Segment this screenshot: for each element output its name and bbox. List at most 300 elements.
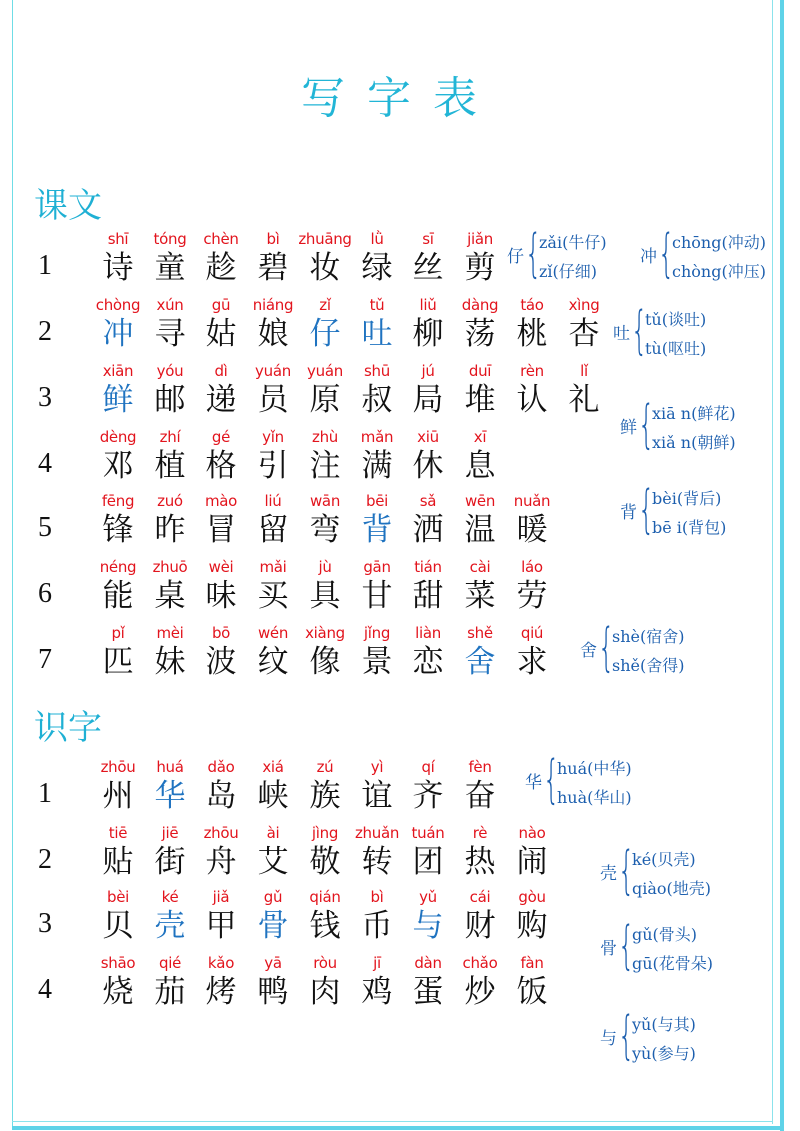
pinyin: xiá [262, 758, 284, 776]
pinyin: zhuō [152, 558, 188, 576]
character-cell [297, 492, 353, 550]
pinyin: dèng [99, 428, 137, 446]
character-cell [349, 624, 405, 682]
character-cell [349, 888, 405, 946]
pinyin: xìng [568, 296, 600, 314]
character-cell [142, 954, 198, 1012]
lesson-number: 4 [38, 448, 52, 479]
character: 闹 [516, 844, 548, 880]
brace-icon: { [638, 395, 655, 455]
character: 冒 [205, 512, 237, 548]
note-reading: ké(贝壳) [632, 850, 696, 869]
character-cell [297, 230, 353, 288]
pinyin: bì [370, 888, 384, 906]
character: 匹 [102, 644, 134, 680]
pinyin: qí [421, 758, 435, 776]
pinyin: fàn [520, 954, 544, 972]
brace-icon: { [631, 301, 648, 361]
character-cell [193, 296, 249, 354]
character-cell [245, 954, 301, 1012]
character-cell [556, 296, 612, 354]
character-cell [400, 428, 456, 486]
character-cell [452, 954, 508, 1012]
character: 娘 [257, 316, 289, 352]
lesson-number: 1 [38, 250, 52, 281]
pinyin: jù [318, 558, 332, 576]
character-cell [504, 954, 560, 1012]
character-cell [297, 758, 353, 816]
character-cell [142, 758, 198, 816]
character-cell [400, 758, 456, 816]
character-cell [452, 296, 508, 354]
pinyin: jī [373, 954, 381, 972]
character: 热 [464, 844, 496, 880]
character: 能 [102, 578, 134, 614]
character: 甘 [361, 578, 393, 614]
character: 留 [257, 512, 289, 548]
pinyin: yì [370, 758, 384, 776]
character-cell [349, 954, 405, 1012]
pinyin: mǎi [259, 558, 287, 576]
character-cell [297, 888, 353, 946]
character: 菜 [464, 578, 496, 614]
pinyin: yuán [255, 362, 291, 380]
note-reading: tǔ(谈吐) [645, 310, 707, 329]
character-cell [142, 428, 198, 486]
character-cell [90, 954, 146, 1012]
character-cell [193, 624, 249, 682]
character: 饭 [516, 974, 548, 1010]
pinyin: shě [467, 624, 493, 642]
character-cell [245, 888, 301, 946]
character-cell [452, 824, 508, 882]
page-title: 写字表 [301, 73, 499, 124]
character: 童 [154, 250, 186, 286]
character-cell [142, 296, 198, 354]
character-cell [193, 758, 249, 816]
character-cell [504, 492, 560, 550]
character: 绿 [361, 250, 393, 286]
character: 求 [516, 644, 548, 680]
pinyin: chòng [95, 296, 141, 314]
character: 弯 [309, 512, 341, 548]
character-cell [297, 296, 353, 354]
pinyin: xiàng [305, 624, 345, 642]
character: 昨 [154, 512, 186, 548]
character-cell [193, 230, 249, 288]
character: 奋 [464, 778, 496, 814]
pinyin: tuán [411, 824, 445, 842]
pinyin: xiān [102, 362, 134, 380]
pinyin: táo [520, 296, 544, 314]
brace-icon: { [618, 1006, 635, 1066]
lesson-number: 3 [38, 382, 52, 413]
lesson-number: 2 [38, 844, 52, 875]
pinyin: niáng [252, 296, 294, 314]
polyphone-character: 骨 [257, 908, 289, 944]
character-cell [142, 492, 198, 550]
note-head: 仔 [507, 247, 524, 267]
pinyin: bō [211, 624, 231, 642]
pinyin: rè [472, 824, 488, 842]
pinyin: gān [363, 558, 391, 576]
character-cell [400, 624, 456, 682]
character-cell [400, 954, 456, 1012]
page-border-bottom-thin [12, 1121, 773, 1122]
character-cell [193, 558, 249, 616]
note-head: 舍 [580, 641, 597, 661]
note-reading: huà(华山) [557, 788, 632, 807]
pinyin: cái [469, 888, 491, 906]
character: 柳 [412, 316, 444, 352]
character: 钱 [309, 908, 341, 944]
character-cell [193, 492, 249, 550]
pinyin: fèn [468, 758, 492, 776]
character: 满 [361, 448, 393, 484]
character: 寻 [154, 316, 186, 352]
character-cell [400, 230, 456, 288]
character-cell [245, 428, 301, 486]
pinyin: wān [309, 492, 341, 510]
character-cell [400, 296, 456, 354]
character: 贴 [102, 844, 134, 880]
character: 局 [412, 382, 444, 418]
pinyin: rèn [520, 362, 544, 380]
polyphone-character: 与 [412, 908, 444, 944]
pinyin: yā [264, 954, 282, 972]
brace-icon: { [658, 224, 675, 284]
note-reading: tù(呕吐) [645, 339, 707, 358]
character-cell [349, 558, 405, 616]
note-reading: shè(宿舍) [612, 627, 685, 646]
character: 息 [464, 448, 496, 484]
lesson-number: 6 [38, 578, 52, 609]
pinyin: dàn [414, 954, 442, 972]
character: 妹 [154, 644, 186, 680]
character-cell [90, 624, 146, 682]
pinyin: jǐng [363, 624, 391, 642]
character: 格 [205, 448, 237, 484]
character-cell [90, 888, 146, 946]
pinyin: dàng [461, 296, 499, 314]
character: 杏 [568, 316, 600, 352]
character-cell [297, 954, 353, 1012]
character: 暖 [516, 512, 548, 548]
note-head: 华 [525, 773, 542, 793]
note-reading: yǔ(与其) [632, 1015, 696, 1034]
character: 财 [464, 908, 496, 944]
pinyin: dì [214, 362, 228, 380]
character-cell [297, 428, 353, 486]
character-cell [245, 624, 301, 682]
character-cell [90, 758, 146, 816]
pinyin: zú [316, 758, 334, 776]
note-head: 与 [600, 1029, 617, 1049]
character-cell [504, 824, 560, 882]
character-cell [349, 758, 405, 816]
pinyin: tǔ [369, 296, 385, 314]
pinyin: cài [469, 558, 491, 576]
pinyin: xún [156, 296, 184, 314]
character: 认 [516, 382, 548, 418]
pinyin: huá [156, 758, 184, 776]
character: 茄 [154, 974, 186, 1010]
character: 桌 [154, 578, 186, 614]
character: 具 [309, 578, 341, 614]
character-cell [245, 296, 301, 354]
character-cell [349, 824, 405, 882]
brace-icon: { [618, 841, 635, 901]
section-heading-kewen: 课文 [34, 186, 102, 226]
character-cell [504, 296, 560, 354]
character: 味 [205, 578, 237, 614]
character: 谊 [361, 778, 393, 814]
pinyin: ài [266, 824, 280, 842]
lesson-number: 2 [38, 316, 52, 347]
character-cell [193, 824, 249, 882]
character: 温 [464, 512, 496, 548]
character-cell [504, 888, 560, 946]
note-reading: xiā n(鲜花) [652, 404, 736, 423]
character: 甜 [412, 578, 444, 614]
brace-icon: { [543, 750, 560, 810]
note-head: 骨 [600, 939, 617, 959]
character-cell [400, 824, 456, 882]
character: 敬 [309, 844, 341, 880]
character: 劳 [516, 578, 548, 614]
pinyin: zhuāng [298, 230, 352, 248]
note-reading: gū(花骨朵) [632, 954, 714, 973]
character: 买 [257, 578, 289, 614]
character: 州 [102, 778, 134, 814]
character: 妆 [309, 250, 341, 286]
polyphone-character: 鲜 [102, 382, 134, 418]
pinyin: lǜ [370, 230, 384, 248]
pinyin: wēn [464, 492, 496, 510]
character: 员 [257, 382, 289, 418]
lesson-number: 5 [38, 512, 52, 543]
character-cell [452, 758, 508, 816]
pinyin: jú [421, 362, 435, 380]
polyphone-character: 冲 [102, 316, 134, 352]
character: 剪 [464, 250, 496, 286]
note-head: 鲜 [620, 418, 637, 438]
character-cell [452, 428, 508, 486]
pinyin: yóu [156, 362, 184, 380]
character: 注 [309, 448, 341, 484]
character: 鸡 [361, 974, 393, 1010]
polyphone-character: 仔 [309, 316, 341, 352]
pinyin: bēi [365, 492, 389, 510]
pinyin: xī [473, 428, 487, 446]
pinyin: tián [414, 558, 442, 576]
character-cell [400, 362, 456, 420]
pinyin: shū [364, 362, 390, 380]
note-reading: shě(舍得) [612, 656, 685, 675]
pinyin: mèi [156, 624, 184, 642]
character-cell [245, 362, 301, 420]
pinyin: liú [264, 492, 282, 510]
character: 像 [309, 644, 341, 680]
character-cell [504, 624, 560, 682]
character-cell [90, 558, 146, 616]
page-border-right-thin [772, 0, 773, 1124]
character-cell [142, 362, 198, 420]
character-cell [504, 362, 560, 420]
character-cell [452, 492, 508, 550]
pinyin: gòu [518, 888, 546, 906]
pinyin: chèn [203, 230, 239, 248]
pinyin: jiǎn [467, 230, 493, 248]
character-cell [142, 624, 198, 682]
pinyin: ké [161, 888, 179, 906]
character: 鸭 [257, 974, 289, 1010]
character: 波 [205, 644, 237, 680]
pinyin: gū [211, 296, 231, 314]
pinyin: zhuǎn [354, 824, 400, 842]
pinyin: qián [309, 888, 341, 906]
note-reading: chòng(冲压) [672, 262, 766, 281]
character-cell [297, 362, 353, 420]
lesson-number: 1 [38, 778, 52, 809]
polyphone-character: 壳 [154, 908, 186, 944]
pinyin: jiǎ [212, 888, 230, 906]
pinyin: tóng [153, 230, 187, 248]
polyphone-character: 背 [361, 512, 393, 548]
character: 族 [309, 778, 341, 814]
character: 购 [516, 908, 548, 944]
note-reading: qiào(地壳) [632, 879, 712, 898]
page-border-bottom-thick [12, 1126, 784, 1130]
character-cell [452, 888, 508, 946]
character-cell [452, 558, 508, 616]
note-reading: zǐ(仔细) [539, 262, 598, 281]
character-cell [349, 362, 405, 420]
character-cell [90, 428, 146, 486]
character: 岛 [205, 778, 237, 814]
note-reading: bē i(背包) [652, 518, 727, 537]
pinyin: qié [158, 954, 182, 972]
character: 原 [309, 382, 341, 418]
character: 堆 [464, 382, 496, 418]
character-cell [245, 492, 301, 550]
pinyin: shāo [100, 954, 136, 972]
character: 景 [361, 644, 393, 680]
note-reading: yù(参与) [632, 1044, 696, 1063]
pinyin: xiū [417, 428, 439, 446]
pinyin: jiē [161, 824, 179, 842]
character-cell [90, 824, 146, 882]
character: 烤 [205, 974, 237, 1010]
character: 洒 [412, 512, 444, 548]
character: 峡 [257, 778, 289, 814]
note-head: 吐 [613, 324, 630, 344]
character-cell [142, 230, 198, 288]
character-cell [193, 888, 249, 946]
pinyin: zǐ [319, 296, 331, 314]
character: 肉 [309, 974, 341, 1010]
character-cell [349, 428, 405, 486]
character-cell [297, 824, 353, 882]
character: 休 [412, 448, 444, 484]
pinyin: shī [107, 230, 129, 248]
polyphone-character: 舍 [464, 644, 496, 680]
character: 趁 [205, 250, 237, 286]
pinyin: liàn [415, 624, 441, 642]
character-cell [400, 888, 456, 946]
character: 桃 [516, 316, 548, 352]
lesson-number: 7 [38, 644, 52, 675]
character-cell [90, 296, 146, 354]
note-reading: chōng(冲动) [672, 233, 766, 252]
character-cell [245, 758, 301, 816]
pinyin: gǔ [263, 888, 283, 906]
pinyin: zhōu [100, 758, 136, 776]
character: 邮 [154, 382, 186, 418]
pinyin: bèi [106, 888, 130, 906]
character-cell [400, 558, 456, 616]
pinyin: láo [521, 558, 543, 576]
character: 甲 [205, 908, 237, 944]
character-cell [142, 824, 198, 882]
note-reading: gǔ(骨头) [632, 925, 698, 944]
character-cell [400, 492, 456, 550]
pinyin: mǎn [360, 428, 394, 446]
pinyin: mào [204, 492, 238, 510]
pinyin: bì [266, 230, 280, 248]
character-cell [452, 362, 508, 420]
character: 团 [412, 844, 444, 880]
pinyin: nuǎn [513, 492, 551, 510]
character-cell [90, 492, 146, 550]
character: 街 [154, 844, 186, 880]
pinyin: sǎ [419, 492, 437, 510]
character-cell [245, 230, 301, 288]
section-heading-shizi: 识字 [34, 708, 102, 748]
brace-icon: { [525, 224, 542, 284]
pinyin: liǔ [419, 296, 437, 314]
character-cell [349, 296, 405, 354]
pinyin: yuán [307, 362, 343, 380]
polyphone-character: 华 [154, 778, 186, 814]
pinyin: ròu [313, 954, 337, 972]
character: 蛋 [412, 974, 444, 1010]
character-cell [452, 624, 508, 682]
character: 荡 [464, 316, 496, 352]
character-cell [90, 230, 146, 288]
page-border-left [12, 0, 13, 1126]
character-cell [245, 824, 301, 882]
lesson-number: 3 [38, 908, 52, 939]
character: 礼 [568, 382, 600, 418]
character: 丝 [412, 250, 444, 286]
character: 姑 [205, 316, 237, 352]
character: 舟 [205, 844, 237, 880]
character: 转 [361, 844, 393, 880]
pinyin: kǎo [207, 954, 235, 972]
character: 艾 [257, 844, 289, 880]
character: 碧 [257, 250, 289, 286]
note-head: 背 [620, 503, 637, 523]
character: 叔 [361, 382, 393, 418]
character: 币 [361, 908, 393, 944]
pinyin: nào [518, 824, 546, 842]
pinyin: chǎo [462, 954, 498, 972]
pinyin: néng [99, 558, 137, 576]
character-cell [504, 558, 560, 616]
character: 炒 [464, 974, 496, 1010]
character: 递 [205, 382, 237, 418]
